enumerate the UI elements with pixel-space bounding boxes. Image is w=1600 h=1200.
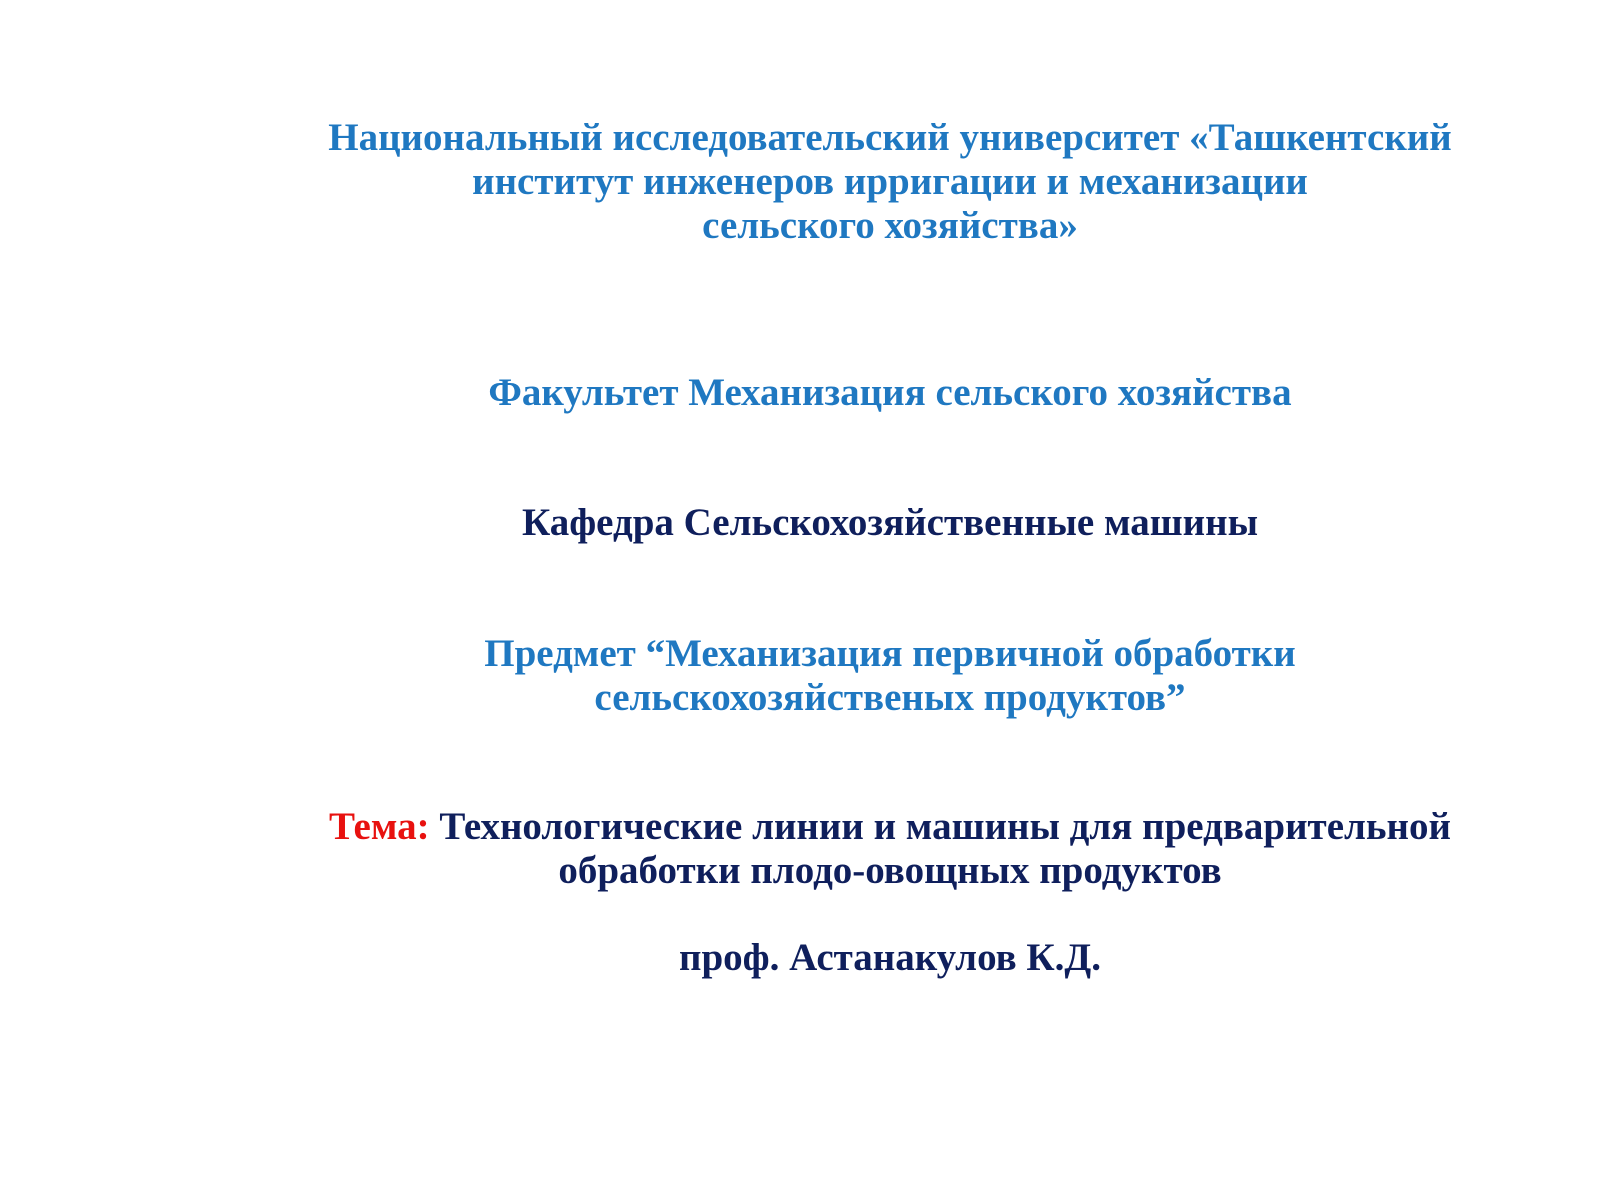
faculty-name-text: Факультет Механизация сельского хозяйства <box>488 371 1292 414</box>
topic-title <box>240 805 1540 893</box>
topic-title-line-1 <box>240 805 1540 849</box>
author-name <box>240 935 1540 981</box>
university-name-line-1: Национальный исследовательский университет «Ташкентский <box>328 116 1452 159</box>
subject-title-line-2: сельскохозяйственых продуктов” <box>594 676 1186 719</box>
topic-text-line-1: Технологические линии и машины для предварительной <box>439 805 1451 848</box>
faculty-name <box>240 370 1540 416</box>
subject-title-line-1: Предмет “Механизация первичной обработки <box>484 632 1296 675</box>
author-name-text: проф. Астанакулов К.Д. <box>678 936 1102 979</box>
university-name-line-2: институт инженеров ирригации и механизации <box>472 160 1308 203</box>
department-name <box>240 500 1540 546</box>
subject-title <box>240 632 1540 720</box>
university-name <box>240 116 1540 248</box>
department-name-text: Кафедра Сельскохозяйственные машины <box>521 501 1259 544</box>
topic-label: Тема: <box>329 805 430 848</box>
topic-text-line-2: обработки плодо-овощных продуктов <box>558 849 1222 892</box>
university-name-line-3: сельского хозяйства» <box>702 204 1078 247</box>
